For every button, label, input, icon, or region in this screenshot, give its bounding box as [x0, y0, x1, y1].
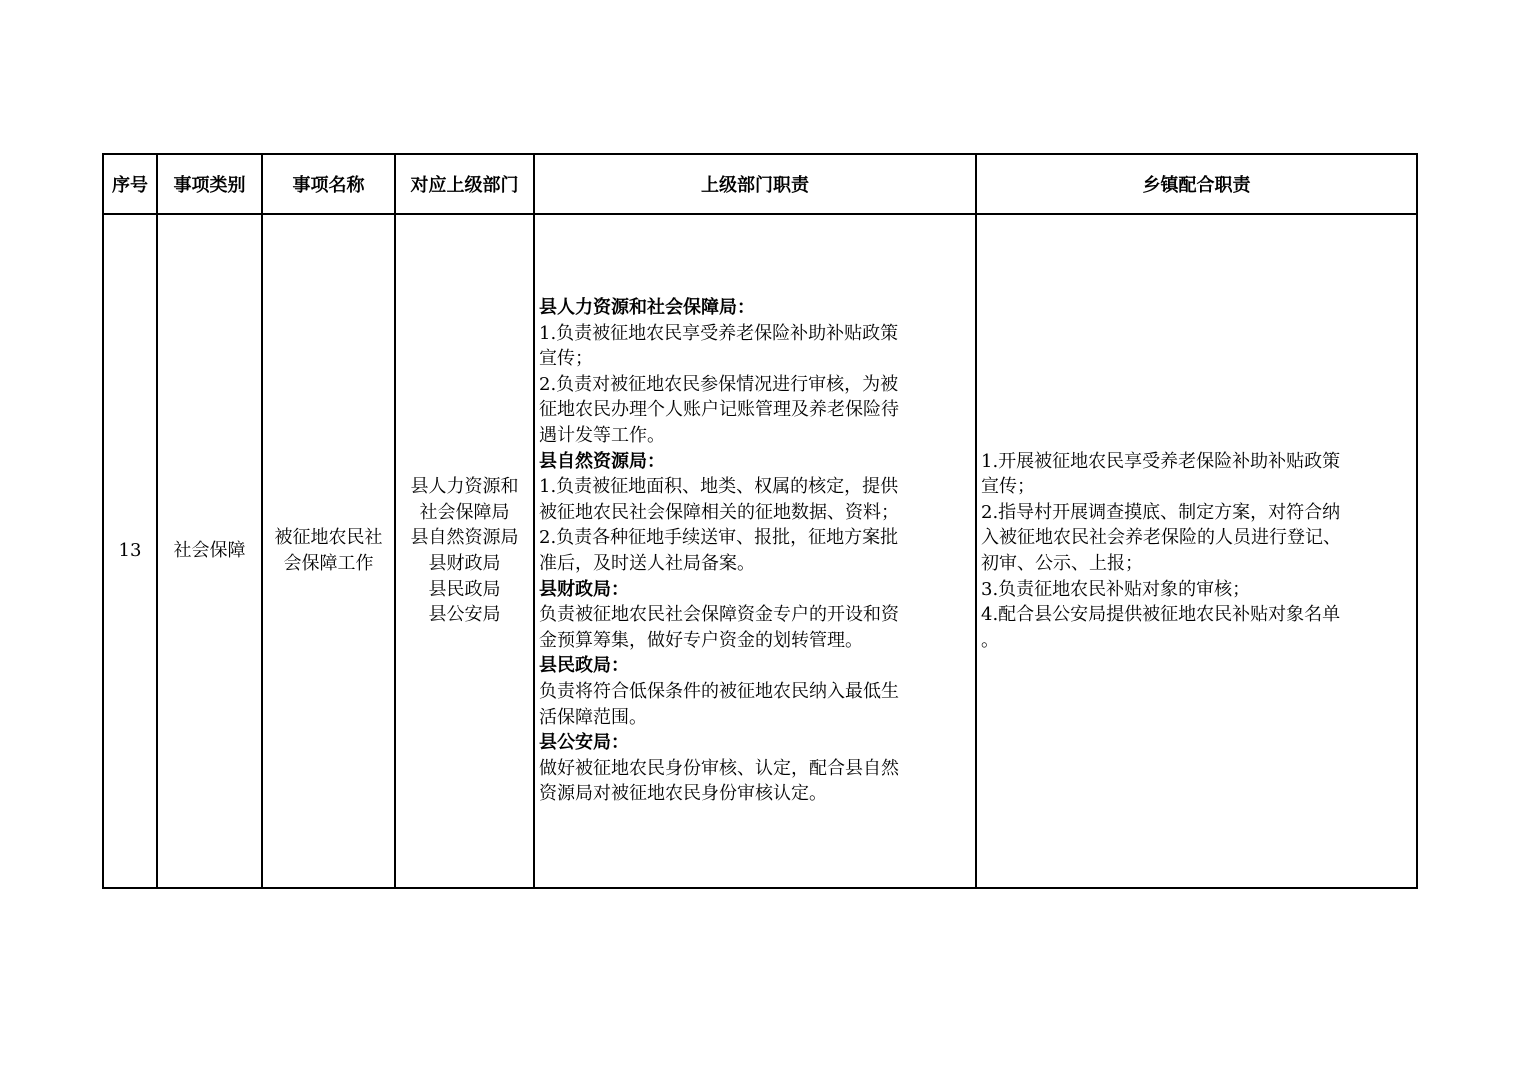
duty-dept-title: 县财政局： — [539, 578, 629, 600]
name-line: 被征地农民社 — [274, 527, 383, 549]
duty-line: 遇计发等工作。 — [539, 425, 665, 447]
town-duty-line: 入被征地农民社会养老保险的人员进行登记、 — [981, 527, 1341, 549]
duty-dept-title: 县民政局： — [539, 655, 629, 677]
duty-line: 2.负责各种征地手续送审、报批，征地方案批 — [539, 527, 899, 549]
duty-line: 1.负责被征地面积、地类、权属的核定，提供 — [539, 476, 899, 498]
duty-line: 金预算筹集，做好专户资金的划转管理。 — [539, 629, 863, 651]
header-seq: 序号 — [103, 154, 157, 214]
town-duty-line: 1.开展被征地农民享受养老保险补助补贴政策 — [981, 450, 1341, 472]
duty-line: 负责将符合低保条件的被征地农民纳入最低生 — [539, 680, 899, 702]
table-row — [103, 214, 1417, 888]
duty-dept-title: 县自然资源局： — [539, 450, 665, 472]
duty-line: 征地农民办理个人账户记账管理及养老保险待 — [539, 399, 899, 421]
cell-town-duty — [976, 214, 1417, 888]
cell-dept — [395, 214, 534, 888]
duty-dept-title: 县人力资源和社会保障局： — [539, 297, 755, 319]
header-name: 事项名称 — [262, 154, 395, 214]
town-duty-line: 3.负责征地农民补贴对象的审核； — [981, 578, 1251, 600]
header-row — [103, 154, 1417, 214]
duty-line: 2.负责对被征地农民参保情况进行审核，为被 — [539, 373, 899, 395]
duty-line: 负责被征地农民社会保障资金专户的开设和资 — [539, 604, 899, 626]
dept-line: 社会保障局 — [419, 501, 510, 523]
duty-line: 活保障范围。 — [539, 706, 647, 728]
dept-line: 县公安局 — [428, 604, 501, 626]
town-duty-line: 初审、公示、上报； — [981, 553, 1143, 574]
header-category: 事项类别 — [157, 154, 262, 214]
town-duty-line: 。 — [981, 629, 999, 651]
header-dept: 对应上级部门 — [395, 154, 534, 214]
duty-dept-title: 县公安局： — [539, 732, 629, 754]
town-duty-line: 宣传； — [981, 476, 1035, 498]
duty-table — [102, 153, 1418, 889]
duty-line: 1.负责被征地农民享受养老保险补助补贴政策 — [539, 322, 899, 344]
cell-seq: 13 — [103, 214, 157, 888]
duty-line: 被征地农民社会保障相关的征地数据、资料； — [539, 501, 899, 523]
dept-line: 县民政局 — [428, 578, 501, 600]
dept-line: 县财政局 — [428, 553, 501, 574]
dept-line: 县自然资源局 — [410, 527, 519, 549]
duty-line: 准后，及时送人社局备案。 — [539, 553, 755, 574]
town-duty-line: 4.配合县公安局提供被征地农民补贴对象名单 — [981, 604, 1341, 626]
duty-line: 做好被征地农民身份审核、认定，配合县自然 — [539, 757, 899, 779]
header-town-duty: 乡镇配合职责 — [976, 154, 1417, 214]
duty-line: 资源局对被征地农民身份审核认定。 — [539, 783, 827, 805]
cell-superior-duty — [534, 214, 976, 888]
name-line: 会保障工作 — [283, 553, 374, 574]
town-duty-line: 2.指导村开展调查摸底、制定方案，对符合纳 — [981, 501, 1341, 523]
header-superior-duty: 上级部门职责 — [534, 154, 976, 214]
dept-line: 县人力资源和 — [410, 476, 519, 498]
cell-category: 社会保障 — [157, 214, 262, 888]
duty-line: 宣传； — [539, 348, 593, 370]
cell-name — [262, 214, 395, 888]
